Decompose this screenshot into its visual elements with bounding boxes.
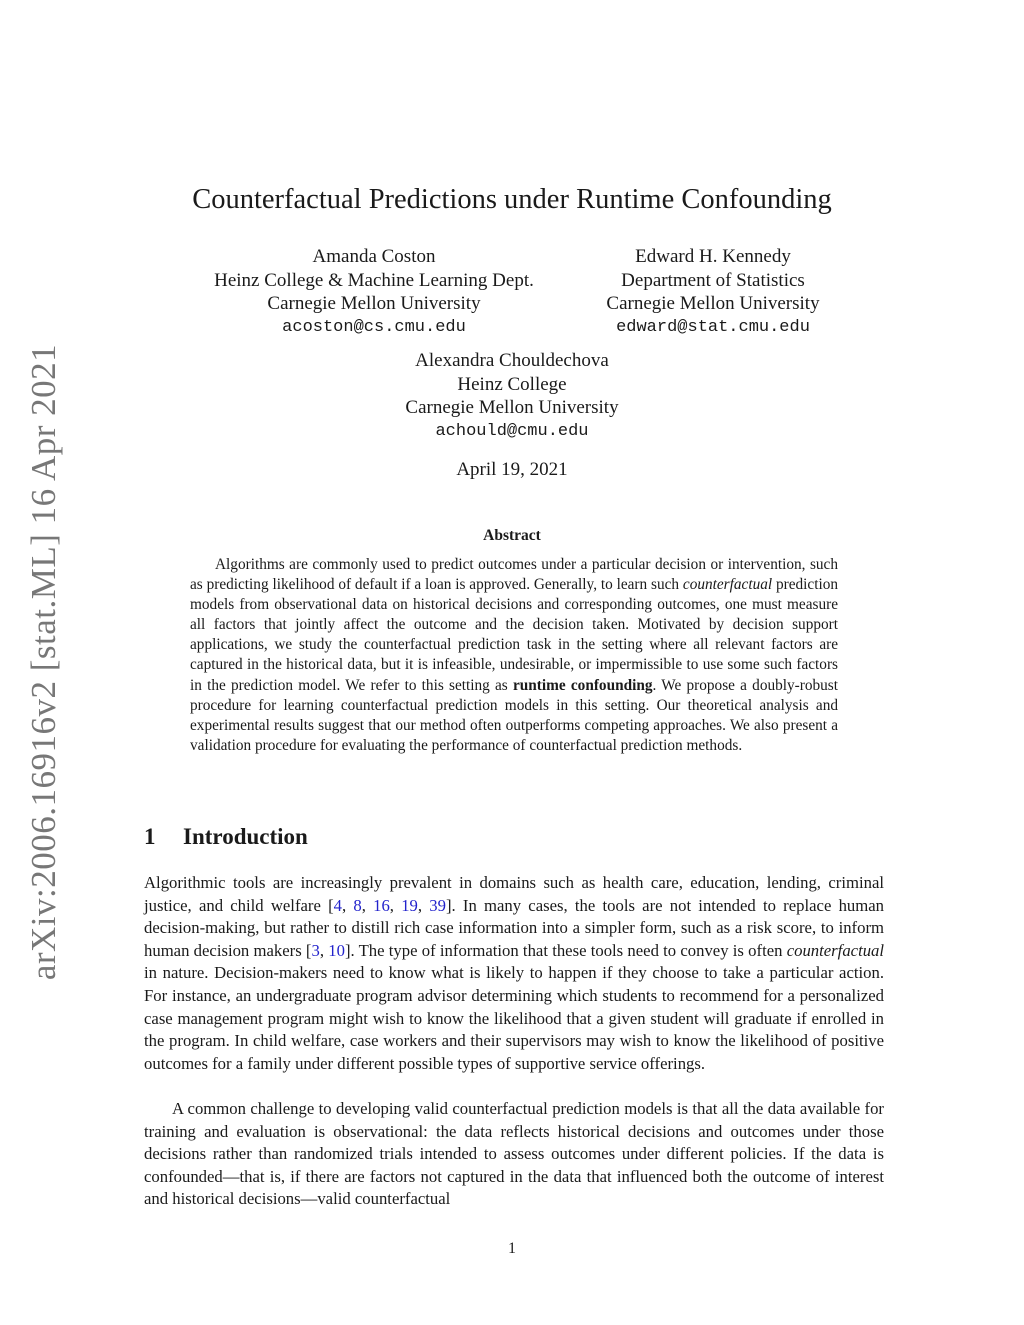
author-institution: Carnegie Mellon University [405,397,619,418]
author-institution: Carnegie Mellon University [606,293,820,314]
paragraph-text: in nature. Decision-makers need to know what is likely to happen if they choose to take a particular action. For instance, an undergraduate program advisor determining which students to recommend for a personalized case management program might wish to know the likelihood that a given student will graduate if enrolled in the program. In child welfare, case workers and their supervisors may wish to know the likelihood of positive outcomes for a family under different possible types of supportive service offerings. [144,963,884,1073]
author-name: Alexandra Chouldechova [415,350,609,371]
citation-link[interactable]: 19 [401,895,418,915]
citation-link[interactable]: 8 [353,895,362,915]
citation-link[interactable]: 16 [373,895,390,915]
author-affiliation: Heinz College [457,373,567,395]
paper-title: Counterfactual Predictions under Runtime Confounding [192,184,832,215]
author-block-2 [563,245,863,339]
author-email[interactable]: achould@cmu.edu [435,421,589,441]
body-paragraph-2: A common challenge to developing valid counterfactual prediction models is that all the data available for training and evaluation is observational: the data reflects historical decisions and outcomes under those decisions rather than randomized trials intended to assess outcomes under different policies. If the data is confounded—that is, if there are factors not captured in the data that influenced both the outcome of interest and historical decisions—valid counterfactual [144,1099,884,1209]
abstract-emphasis: counterfactual [682,576,773,594]
arxiv-identifier: arXiv:2006.16916v2 [stat.ML] 16 Apr 2021 [24,343,63,981]
author-block-3 [312,349,712,443]
section-heading [144,824,308,850]
section-title: Introduction [183,824,308,849]
abstract-text [190,555,838,756]
abstract-text-part: . We propose a doubly-robust procedure for learning counterfactual prediction models in this setting. Our theoretical analysis and experimental results suggest that our method often outperforms competing approaches. We also present a validation procedure for evaluating the performance of counterfactual prediction methods. [190,676,838,754]
paragraph-text: ]. The type of information that these tools need to convey is often [344,940,787,960]
abstract-text-part: prediction models from observational data on historical decisions and corresponding outcomes, one must measure all factors that jointly affect the outcome and the decision taken. Motivated by decision support applications, we study the counterfactual prediction task in the setting where all relevant factors are captured in the historical data, but it is infeasible, undesirable, or impermissible to use some such factors in the prediction model. We refer to this setting as [190,576,838,694]
author-email[interactable]: acoston@cs.cmu.edu [282,317,466,337]
author-affiliation: Department of Statistics [621,269,805,291]
publication-date: April 19, 2021 [456,459,568,480]
author-institution: Carnegie Mellon University [267,293,481,314]
section-number: 1 [144,824,156,849]
author-affiliation: Heinz College & Machine Learning Dept. [214,269,534,291]
citation-link[interactable]: 4 [333,895,342,915]
abstract-text-part: Algorithms are commonly used to predict outcomes under a particular decision or intervention, such as predicting likelihood of default if a loan is approved. Generally, to learn such [190,556,838,594]
abstract-bold-term: runtime confounding [512,676,653,694]
author-name: Edward H. Kennedy [635,246,791,267]
paragraph-text: Algorithmic tools are increasingly prevalent in domains such as health care, education, lending, criminal justice, and child welfare [ [144,873,884,915]
citation-link[interactable]: 3 [311,940,320,960]
body-paragraph-1: Algorithmic tools are increasingly prevalent in domains such as health care, education, lending, criminal justice, and child welfare [4, 8, 16, 19, 39]. In many cases, the tools are not intended to replace human decision-making, but rather to distill rich case information into a simpler form, such as a risk score, to inform human decision makers [3, 10]. The type of information that these tools need to convey is often counterfactual in nature. Decision-makers need to know what is likely to happen if they choose to take a particular action. For instance, an undergraduate program advisor determining which students to recommend for a personalized case management program might wish to know the likelihood that a given student will graduate if enrolled in the program. In child welfare, case workers and their supervisors may wish to know the likelihood of positive outcomes for a family under different possible types of supportive service offerings. [144,873,885,1073]
citation-link[interactable]: 39 [429,895,446,915]
author-email[interactable]: edward@stat.cmu.edu [616,317,810,337]
citation-link[interactable]: 10 [328,940,345,960]
author-name: Amanda Coston [312,246,436,267]
page-number: 1 [508,1240,516,1257]
paragraph-emphasis: counterfactual [786,940,885,960]
paragraph-text: ]. In many cases, the tools are not intended to replace human decision-making, but rather to distill rich case information into a simpler form, such as a risk score, to inform human decision makers [ [144,895,884,960]
abstract-heading: Abstract [483,527,541,544]
author-block-1 [174,245,574,339]
